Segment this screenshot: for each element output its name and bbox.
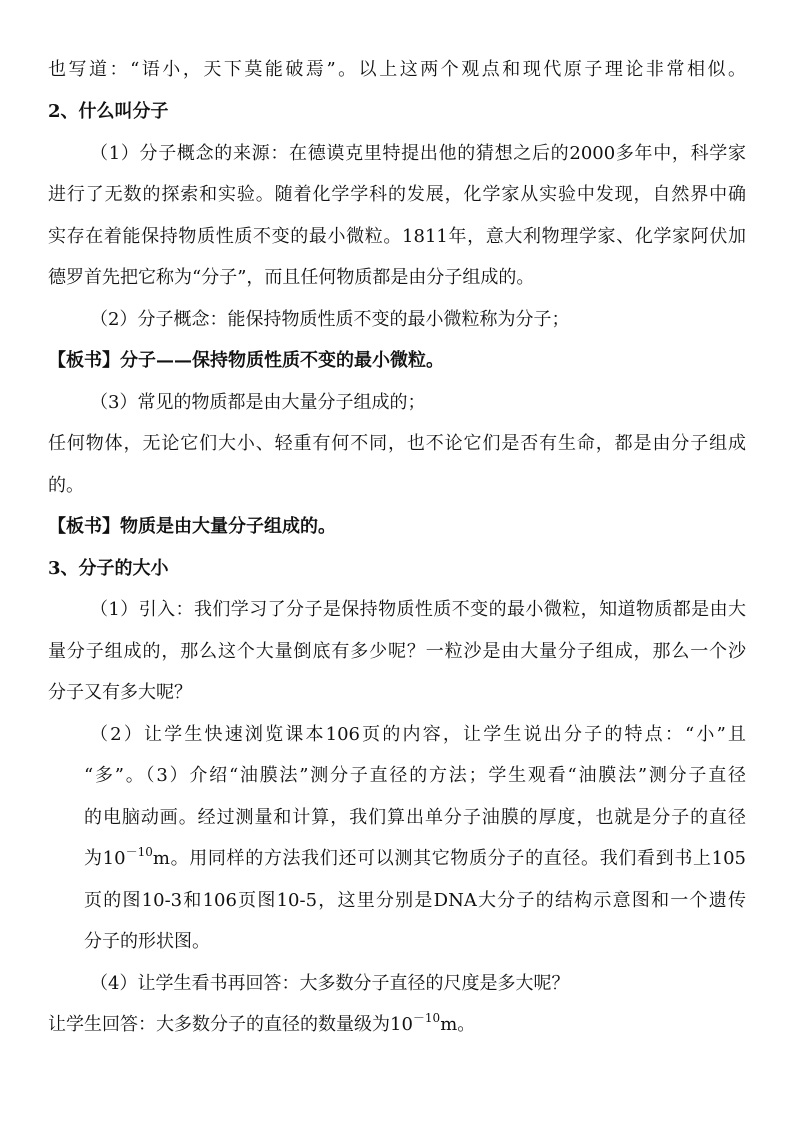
paragraph-line: 德罗首先把它称为“分子”，而且任何物质都是由分子组成的。: [48, 267, 535, 288]
paragraph-line: （1）引入：我们学习了分子是保持物质性质不变的最小微粒，知道物质都是由大: [90, 599, 746, 620]
answer-prefix: 让学生回答：大多数分子的直径的数量级为10: [48, 1014, 413, 1035]
paragraph-line: 任何物体，无论它们大小、轻重有何不同，也不论它们是否有生命，都是由分子组成: [48, 433, 746, 454]
paragraph-line: 页的图10-3和106页图10-5，这里分别是DNA大分子的结构示意图和一个遗传: [84, 890, 746, 911]
paragraph-line: （2）分子概念：能保持物质性质不变的最小微粒称为分子；: [90, 309, 570, 330]
diameter-exponent: －10: [125, 845, 153, 859]
section-heading: 3、分子的大小: [48, 558, 169, 579]
board-note: 【板书】物质是由大量分子组成的。: [48, 516, 336, 537]
paragraph-line: 的电脑动画。经过测量和计算，我们算出单分子油膜的厚度，也就是分子的直径: [84, 807, 746, 828]
board-note: 【板书】分子——保持物质性质不变的最小微粒。: [48, 350, 444, 371]
paragraph-line: 的。: [48, 475, 84, 496]
paragraph-line: （2）让学生快速浏览课本106页的内容，让学生说出分子的特点：“小”且: [90, 724, 746, 745]
section-heading: 2、什么叫分子: [48, 101, 169, 122]
paragraph-line: （3）常见的物质都是由大量分子组成的；: [90, 392, 426, 413]
diameter-prefix: 为10: [84, 848, 126, 869]
paragraph-line: 分子的形状图。: [84, 931, 210, 952]
paragraph-line: 进行了无数的探索和实验。随着化学学科的发展，化学家从实验中发现，自然界中确: [48, 184, 746, 205]
diameter-suffix: m。用同样的方法我们还可以测其它物质分子的直径。我们看到书上105: [152, 848, 746, 869]
paragraph-line: （4）让学生看书再回答：大多数分子直径的尺度是多大呢？: [90, 973, 570, 994]
answer-exponent: －10: [412, 1011, 441, 1025]
answer-suffix: m。: [440, 1014, 476, 1035]
paragraph-line: 分子又有多大呢？: [48, 682, 192, 703]
answer-line: [48, 1013, 475, 1037]
paragraph-line: 量分子组成的，那么这个大量倒底有多少呢？一粒沙是由大量分子组成，那么一个沙: [48, 641, 746, 662]
paragraph-line: （1）分子概念的来源：在德谟克里特提出他的猜想之后的2000多年中，科学家: [90, 143, 746, 164]
paragraph-line: “多”。（3）介绍“油膜法”测分子直径的方法；学生观看“油膜法”测分子直径: [84, 765, 746, 786]
paragraph-line: 也写道：“语小，天下莫能破焉”。以上这两个观点和现代原子理论非常相似。: [48, 59, 746, 80]
diameter-line: [84, 847, 746, 871]
paragraph-line: 实存在着能保持物质性质不变的最小微粒。1811年，意大利物理学家、化学家阿伏加: [48, 226, 746, 247]
